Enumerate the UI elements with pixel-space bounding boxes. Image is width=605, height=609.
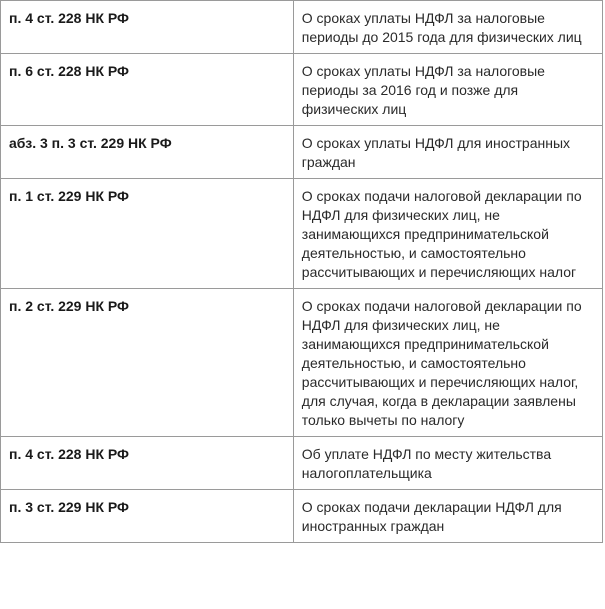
article-reference: п. 4 ст. 228 НК РФ <box>1 437 294 490</box>
article-reference: п. 3 ст. 229 НК РФ <box>1 490 294 543</box>
article-description: О сроках уплаты НДФЛ для иностранных граждан <box>293 126 602 179</box>
table-row <box>1 289 603 437</box>
article-reference: абз. 3 п. 3 ст. 229 НК РФ <box>1 126 294 179</box>
article-description: Об уплате НДФЛ по месту жительства налогоплательщика <box>293 437 602 490</box>
article-description: О сроках подачи налоговой декларации по НДФЛ для физических лиц, не занимающихся предпринимательской деятельностью, и самостоятельно рассчитывающих и перечисляющих налог <box>293 179 602 289</box>
article-description: О сроках уплаты НДФЛ за налоговые периоды до 2015 года для физических лиц <box>293 1 602 54</box>
table-row <box>1 126 603 179</box>
article-description: О сроках уплаты НДФЛ за налоговые периоды за 2016 год и позже для физических лиц <box>293 54 602 126</box>
article-reference: п. 4 ст. 228 НК РФ <box>1 1 294 54</box>
table-row <box>1 54 603 126</box>
table-row <box>1 179 603 289</box>
article-reference: п. 2 ст. 229 НК РФ <box>1 289 294 437</box>
article-reference: п. 1 ст. 229 НК РФ <box>1 179 294 289</box>
article-description: О сроках подачи налоговой декларации по НДФЛ для физических лиц, не занимающихся предпринимательской деятельностью, и самостоятельно рассчитывающих и перечисляющих налог, для случая, когда в декларации заявлены только вычеты по налогу <box>293 289 602 437</box>
table-row <box>1 490 603 543</box>
table-row <box>1 437 603 490</box>
article-description: О сроках подачи декларации НДФЛ для иностранных граждан <box>293 490 602 543</box>
table-row <box>1 1 603 54</box>
article-reference: п. 6 ст. 228 НК РФ <box>1 54 294 126</box>
